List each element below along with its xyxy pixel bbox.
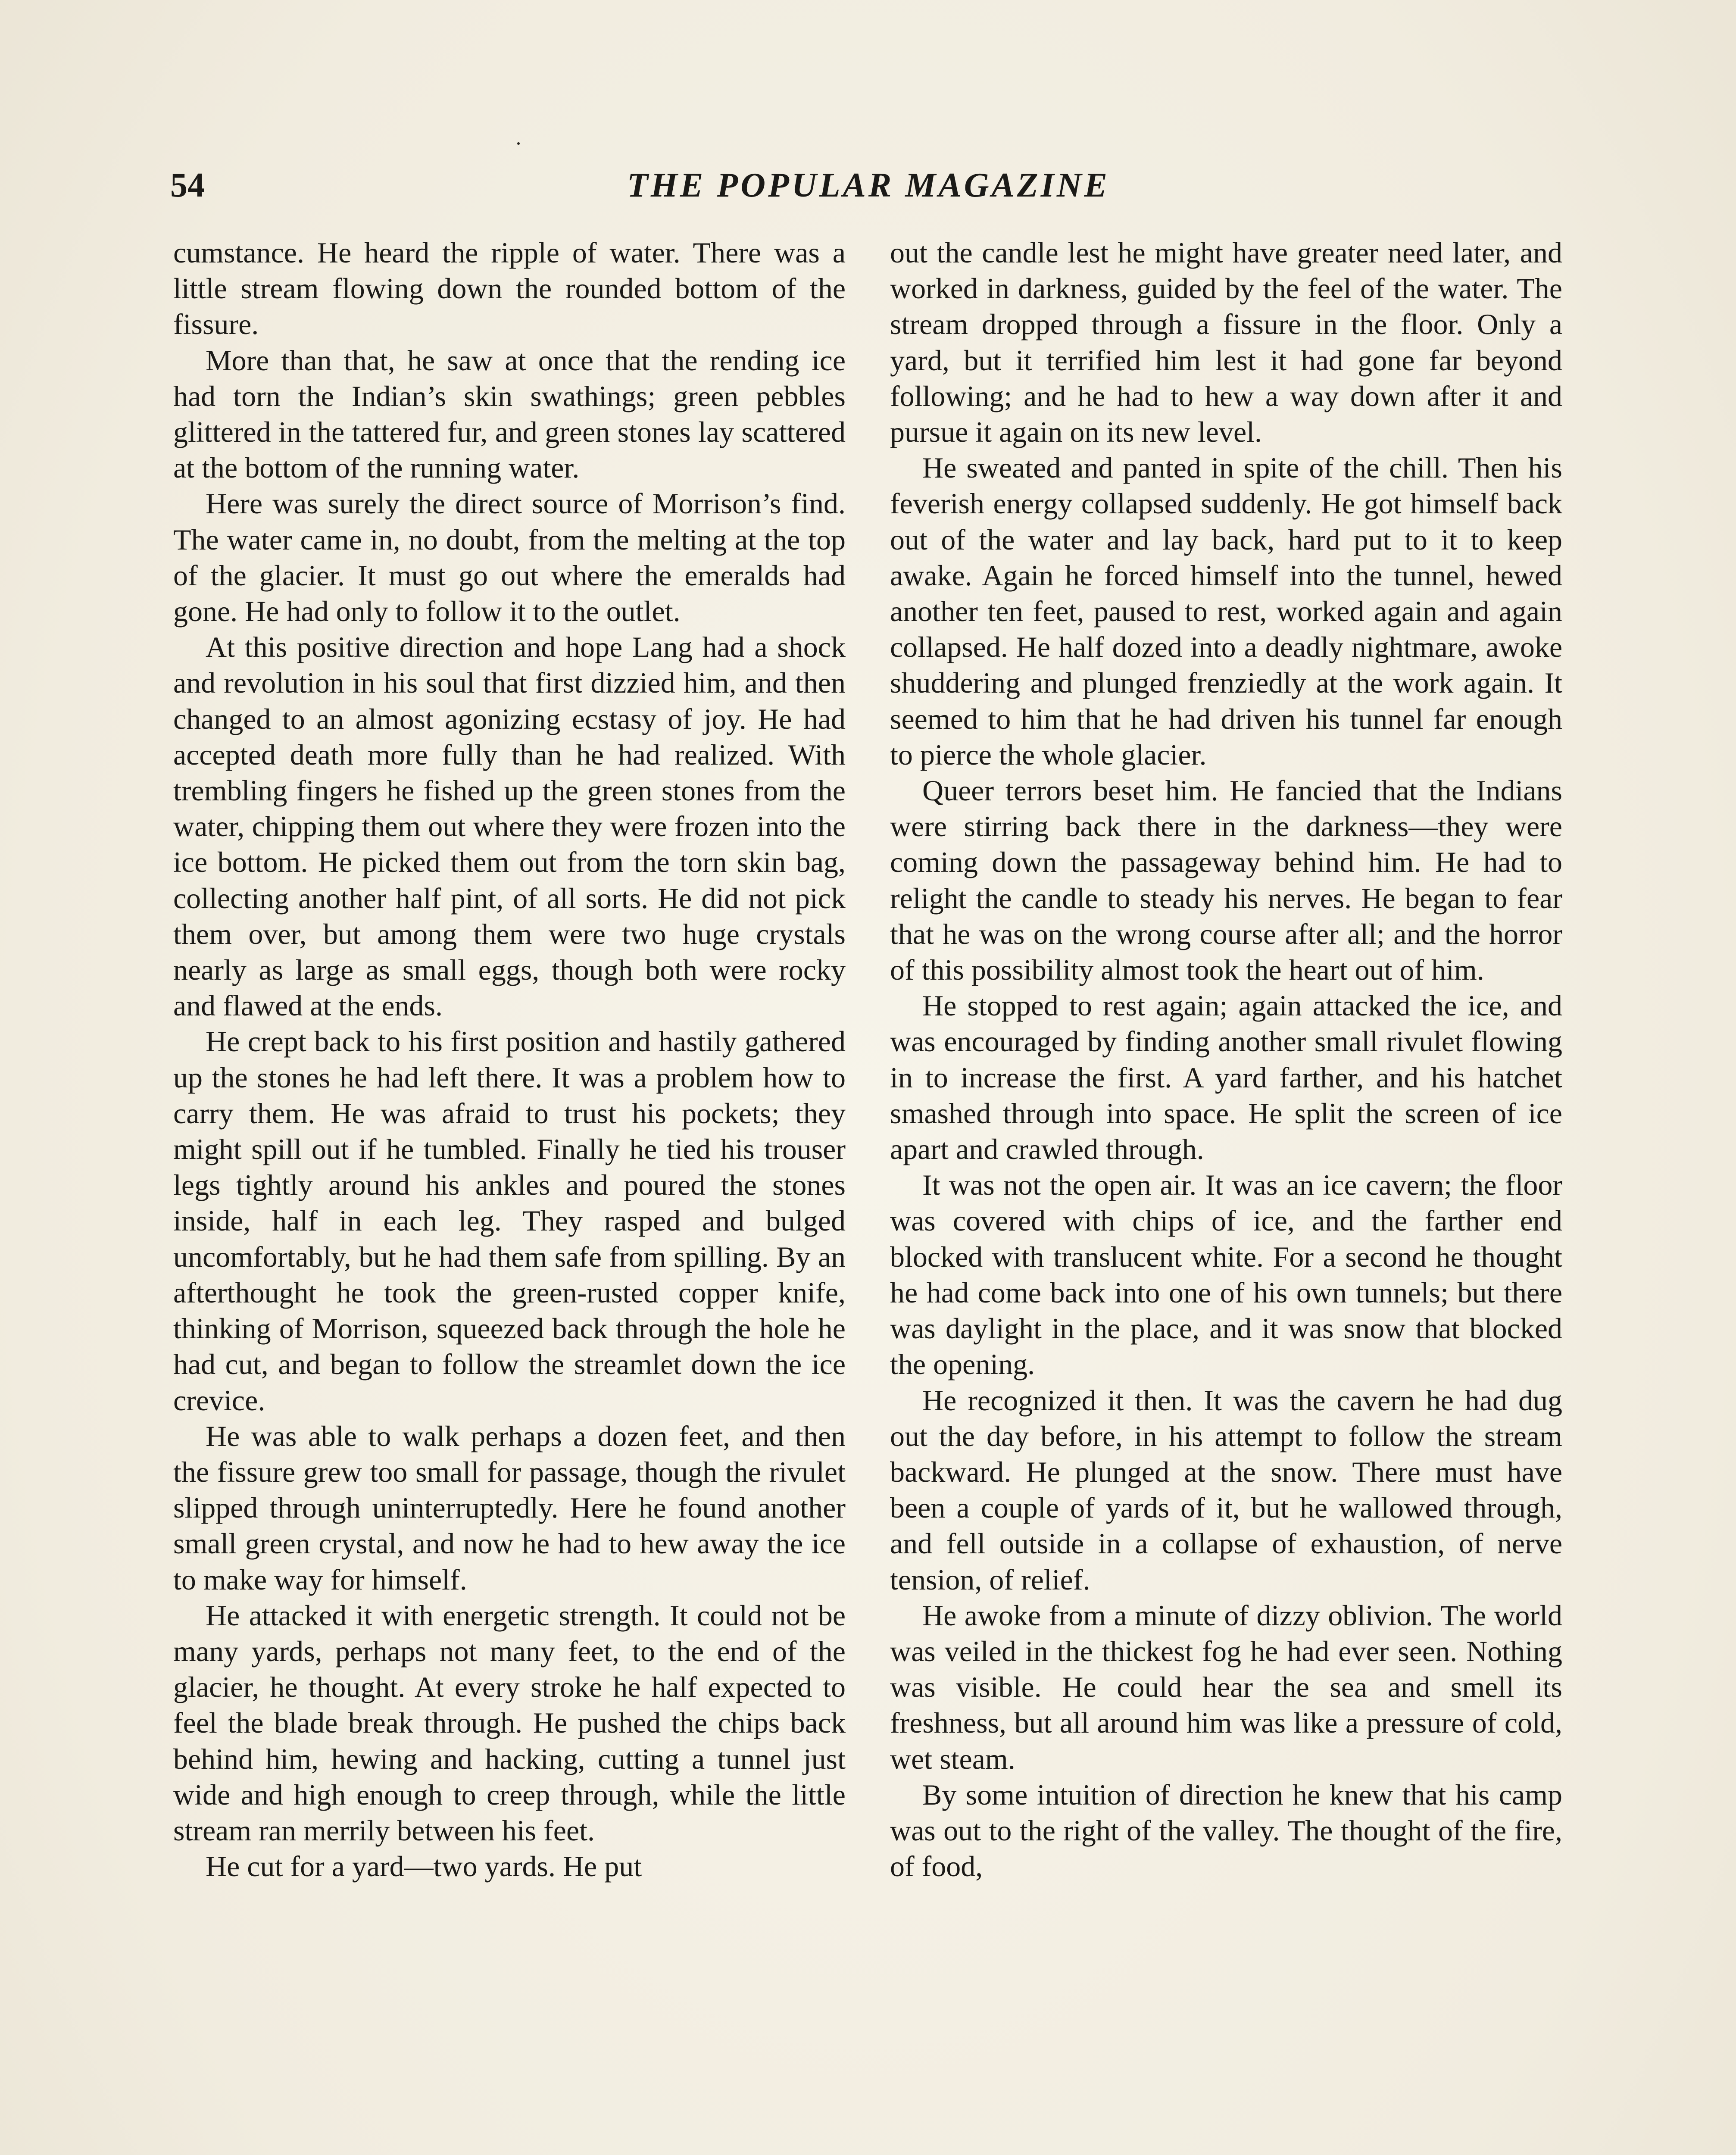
paragraph: cumstance. He heard the ripple of water. There was a little stream flowing down the rounded bottom of the fissure. — [173, 236, 846, 341]
paragraph: He recognized it then. It was the cavern he had dug out the day before, in his attempt to follow the stream backward. He plunged at the snow. There must have been a couple of yards of it, but he wallowed through, and fell outside in a collapse of exhaustion, of nerve tension, of relief. — [890, 1384, 1562, 1596]
paragraph: He was able to walk perhaps a dozen feet, and then the fissure grew too small for passage, though the rivulet slipped through uninterruptedly. Here he found another small green crystal, and now he had to hew away the ice to make way for himself. — [173, 1419, 846, 1596]
paragraph: At this positive direction and hope Lang had a shock and revolution in his soul that first dizzied him, and then changed to an almost agonizing ecstasy of joy. He had accepted death more fully than he had realized. With trembling fingers he fished up the green stones from the water, chipping them out where they were frozen into the ice bottom. He picked them out from the torn skin bag, collecting another half pint, of all sorts. He did not pick them over, but among them were two huge crystals nearly as large as small eggs, though both were rocky and flawed at the ends. — [173, 631, 846, 1022]
paragraph: He awoke from a minute of dizzy oblivion. The world was veiled in the thickest fog he had ever seen. Nothing was visible. He could hear the sea and smell its freshness, but all around him was like a pressure of cold, wet steam. — [890, 1599, 1562, 1775]
page-number: 54 — [170, 166, 205, 204]
paragraph: Queer terrors beset him. He fancied that the Indians were stirring back there in the darkness—they were coming down the passageway behind him. He had to relight the candle to steady his nerves. He began to fear that he was on the wrong course after all; and the horror of this possibility almost took the heart out of him. — [890, 774, 1562, 987]
right-text-column — [890, 235, 1562, 1884]
page-header — [170, 164, 1567, 220]
paragraph: He attacked it with energetic strength. It could not be many yards, perhaps not many feet, to the end of the glacier, he thought. At every stroke he half expected to feel the blade break through. He pushed the chips back behind him, hewing and hacking, cutting a tunnel just wide and high enough to creep through, while the little stream ran merrily between his feet. — [173, 1599, 846, 1847]
paragraph: out the candle lest he might have greater need later, and worked in darkness, guided by the feel of the water. The stream dropped through a fissure in the floor. Only a yard, but it terrified him lest it had gone far beyond following; and he had to hew a way down after it and pursue it again on its new level. — [890, 236, 1562, 449]
paragraph: He sweated and panted in spite of the chill. Then his feverish energy collapsed suddenly. He got himself back out of the water and lay back, hard put to it to keep awake. Again he forced himself into the tunnel, hewed another ten feet, paused to rest, worked again and again collapsed. He half dozed into a deadly nightmare, awoke shuddering and plunged frenziedly at the work again. It seemed to him that he had driven his tunnel far enough to pierce the whole glacier. — [890, 451, 1562, 771]
paragraph: By some intuition of direction he knew that his camp was out to the right of the valley. The thought of the fire, of food, — [890, 1778, 1562, 1883]
running-head-title: THE POPULAR MAGAZINE — [627, 166, 1110, 204]
paragraph: More than that, he saw at once that the rending ice had torn the Indian’s skin swathings; green pebbles glittered in the tattered fur, and green stones lay scattered at the bottom of the running water. — [173, 344, 846, 484]
ink-speck — [517, 142, 520, 145]
paragraph: He crept back to his first position and hastily gathered up the stones he had left there. It was a problem how to carry them. He was afraid to trust his pockets; they might spill out if he tumbled. Finally he tied his trouser legs tightly around his ankles and poured the stones inside, half in each leg. They rasped and bulged uncomfortably, but he had them safe from spilling. By an afterthought he took the green-rusted copper knife, thinking of Morrison, squeezed back through the hole he had cut, and began to follow the streamlet down the ice crevice. — [173, 1025, 846, 1417]
left-text-column — [173, 235, 846, 1884]
paragraph: He stopped to rest again; again attacked the ice, and was encouraged by finding another small rivulet flowing in to increase the first. A yard farther, and his hatchet smashed through into space. He split the screen of ice apart and crawled through. — [890, 989, 1562, 1166]
paragraph: It was not the open air. It was an ice cavern; the floor was covered with chips of ice, and the farther end blocked with translucent white. For a second he thought he had come back into one of his own tunnels; but there was daylight in the place, and it was snow that blocked the opening. — [890, 1168, 1562, 1381]
paragraph: Here was surely the direct source of Morrison’s find. The water came in, no doubt, from the melting at the top of the glacier. It must go out where the emeralds had gone. He had only to follow it to the outlet. — [173, 487, 846, 628]
paragraph: He cut for a yard—two yards. He put — [206, 1850, 642, 1883]
